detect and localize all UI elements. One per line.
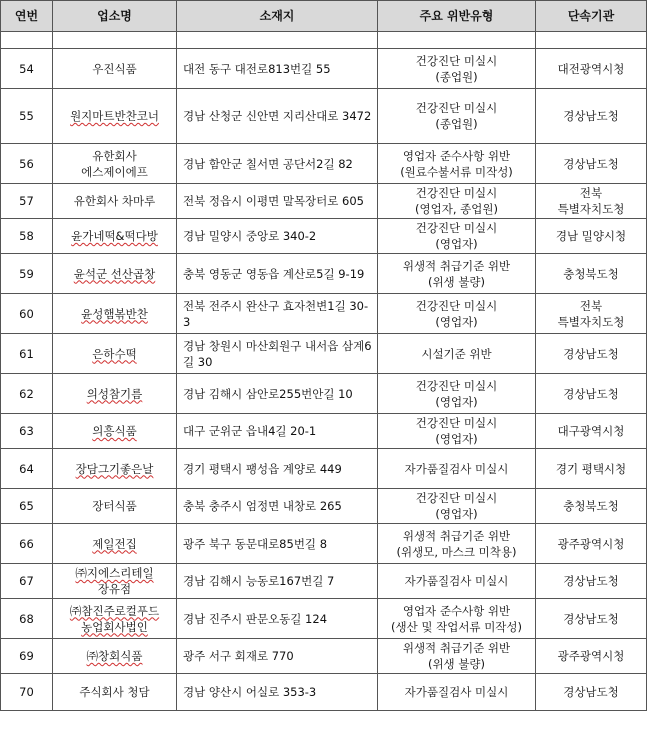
header-no: 연번: [1, 1, 53, 32]
agency-line: 충청북도청: [563, 266, 619, 281]
address: 충북 충주시 엄정면 내창로 265: [177, 489, 378, 524]
violation-line: 영업자 준수사항 위반: [402, 603, 511, 618]
row-number: 60: [1, 294, 53, 334]
address: 경남 김해시 능동로167번길 7: [177, 564, 378, 599]
violation-line: 건강진단 미실시: [415, 491, 498, 505]
table-row: [1, 294, 647, 334]
business-name-line: 장담그기좋은날: [75, 461, 154, 476]
enforcement-agency: [536, 334, 647, 374]
enforcement-agency: [536, 294, 647, 334]
violation-line: (종업원): [435, 117, 478, 131]
table-row: [1, 564, 647, 599]
table-row: [1, 414, 647, 449]
business-name: [53, 639, 177, 674]
row-number: 55: [1, 89, 53, 144]
business-name-line: 우진식품: [92, 61, 137, 76]
business-name-line: 은하수떡: [92, 346, 137, 361]
business-name: [53, 599, 177, 639]
violation-line: (영업자, 종업원): [415, 202, 498, 216]
enforcement-agency: [536, 219, 647, 254]
violation-type: [378, 219, 536, 254]
table-row: [1, 254, 647, 294]
business-name: [53, 219, 177, 254]
business-name-line: 장터식품: [92, 499, 137, 513]
violation-line: (영업자): [435, 314, 478, 329]
agency-line: 충청북도청: [563, 499, 619, 513]
violation-type: [378, 449, 536, 489]
row-number: 59: [1, 254, 53, 294]
violation-line: (위생모, 마스크 미착용): [396, 544, 517, 559]
table-row: [1, 219, 647, 254]
table-row: [1, 334, 647, 374]
violation-line: (종업원): [435, 69, 478, 84]
table-row: [1, 184, 647, 219]
business-name-line: 윤성햄볶반찬: [81, 306, 148, 321]
business-name-line: 에스제이에프: [81, 164, 148, 179]
violation-type: [378, 414, 536, 449]
enforcement-agency: [536, 599, 647, 639]
business-name: [53, 414, 177, 449]
agency-line: 경상남도청: [563, 574, 619, 588]
table-row: [1, 89, 647, 144]
business-name: [53, 564, 177, 599]
enforcement-agency: [536, 524, 647, 564]
agency-line: 경상남도청: [563, 685, 619, 699]
agency-line: 광주광역시청: [557, 536, 625, 551]
business-name: [53, 449, 177, 489]
business-name-line: 유한회사 차마루: [73, 194, 156, 208]
business-name-line: ㈜참진주로컬푸드: [69, 603, 160, 618]
table-row: [1, 599, 647, 639]
business-name: [53, 144, 177, 184]
violation-line: 위생적 취급기준 위반: [402, 641, 511, 655]
table-row: [1, 449, 647, 489]
enforcement-agency: [536, 184, 647, 219]
violation-type: [378, 144, 536, 184]
table-row: [1, 374, 647, 414]
header-row: [1, 1, 647, 32]
table-row: [1, 639, 647, 674]
violation-line: 건강진단 미실시: [415, 416, 498, 430]
agency-line: 경상남도청: [563, 109, 619, 123]
business-name: [53, 254, 177, 294]
violation-type: [378, 639, 536, 674]
violation-line: 위생적 취급기준 위반: [402, 528, 511, 543]
business-name: [53, 89, 177, 144]
violation-type: [378, 374, 536, 414]
enforcement-agency: [536, 89, 647, 144]
agency-line: 경상남도청: [563, 611, 619, 626]
business-name: [53, 294, 177, 334]
violation-line: 건강진단 미실시: [415, 101, 498, 115]
address: 경남 창원시 마산회원구 내서읍 삼계6길 30: [177, 334, 378, 374]
enforcement-agency: [536, 49, 647, 89]
violation-line: (영업자): [435, 432, 478, 446]
address: 충북 영동군 영동읍 계산로5길 9-19: [177, 254, 378, 294]
table-row: [1, 489, 647, 524]
violation-type: [378, 254, 536, 294]
row-number: 62: [1, 374, 53, 414]
violation-type: [378, 334, 536, 374]
violation-type: [378, 49, 536, 89]
enforcement-agency: [536, 254, 647, 294]
enforcement-agency: [536, 564, 647, 599]
violation-line: 건강진단 미실시: [415, 221, 498, 235]
agency-line: 전북: [579, 298, 603, 313]
address: 경기 평택시 팽성읍 계양로 449: [177, 449, 378, 489]
business-name: [53, 49, 177, 89]
address: 경남 함안군 칠서면 공단서2길 82: [177, 144, 378, 184]
violation-type: [378, 489, 536, 524]
business-name: [53, 489, 177, 524]
enforcement-agency: [536, 449, 647, 489]
row-number: 68: [1, 599, 53, 639]
business-name-line: 주식회사 청담: [79, 685, 150, 699]
address: 경남 양산시 어실로 353-3: [177, 674, 378, 711]
business-name-line: 장유점: [97, 582, 132, 596]
violation-line: (원료수불서류 미작성): [400, 164, 513, 179]
address: 전북 전주시 완산구 효자천변1길 30-3: [177, 294, 378, 334]
business-name: [53, 674, 177, 711]
violation-line: 시설기준 위반: [421, 346, 492, 361]
address: 대전 동구 대전로813번길 55: [177, 49, 378, 89]
header-violation-type: 주요 위반유형: [378, 1, 536, 32]
address: 광주 북구 동문대로85번길 8: [177, 524, 378, 564]
business-name-line: ㈜창회식품: [86, 649, 143, 663]
violation-line: 건강진단 미실시: [415, 53, 498, 68]
enforcement-agency: [536, 374, 647, 414]
business-name-line: 유한회사: [92, 148, 137, 163]
row-number: 63: [1, 414, 53, 449]
header-address: 소재지: [177, 1, 378, 32]
enforcement-agency: [536, 144, 647, 184]
business-name-line: 농업회사법인: [81, 619, 148, 634]
violation-line: 건강진단 미실시: [415, 298, 498, 313]
row-number: 69: [1, 639, 53, 674]
violation-line: (위생 불량): [427, 657, 486, 671]
violation-line: (생산 및 작업서류 미작성): [390, 619, 523, 634]
table-row: [1, 144, 647, 184]
business-name-line: 제일전집: [92, 536, 137, 551]
address: 광주 서구 회재로 770: [177, 639, 378, 674]
violation-type: [378, 564, 536, 599]
business-name-line: 원지마트반찬코너: [70, 109, 159, 123]
agency-line: 경남 밀양시청: [555, 229, 627, 243]
agency-line: 경기 평택시청: [555, 461, 627, 476]
business-name: [53, 184, 177, 219]
address: 경남 진주시 판문오동길 124: [177, 599, 378, 639]
address: 대구 군위군 읍내4길 20-1: [177, 414, 378, 449]
business-name-line: 의성참기름: [86, 386, 143, 401]
address: 전북 정읍시 이평면 말목장터로 605: [177, 184, 378, 219]
header-business-name: 업소명: [53, 1, 177, 32]
row-number: 70: [1, 674, 53, 711]
agency-line: 특별자치도청: [557, 314, 625, 329]
violation-line: (영업자): [435, 507, 478, 521]
business-name-line: 의흥식품: [92, 424, 137, 438]
row-number: 64: [1, 449, 53, 489]
violation-type: [378, 184, 536, 219]
row-number: 57: [1, 184, 53, 219]
business-name-line: 윤가네떡&떡다방: [71, 229, 158, 243]
agency-line: 대구광역시청: [557, 424, 625, 438]
row-number: 54: [1, 49, 53, 89]
violation-line: 자가품질검사 미실시: [404, 461, 509, 476]
agency-line: 경상남도청: [563, 156, 619, 171]
business-name: [53, 334, 177, 374]
row-number: 66: [1, 524, 53, 564]
row-number: 56: [1, 144, 53, 184]
violation-line: (위생 불량): [427, 274, 486, 289]
address: 경남 밀양시 중앙로 340-2: [177, 219, 378, 254]
enforcement-agency: [536, 639, 647, 674]
address: 경남 산청군 신안면 지리산대로 3472: [177, 89, 378, 144]
spacer-row: [1, 32, 647, 49]
violation-type: [378, 674, 536, 711]
violation-line: 영업자 준수사항 위반: [402, 148, 511, 163]
violation-line: 위생적 취급기준 위반: [402, 258, 511, 273]
row-number: 65: [1, 489, 53, 524]
header-agency: 단속기관: [536, 1, 647, 32]
row-number: 58: [1, 219, 53, 254]
row-number: 67: [1, 564, 53, 599]
violation-type: [378, 599, 536, 639]
business-name: [53, 374, 177, 414]
violation-type: [378, 89, 536, 144]
violation-type: [378, 524, 536, 564]
row-number: 61: [1, 334, 53, 374]
enforcement-agency: [536, 674, 647, 711]
agency-line: 광주광역시청: [557, 649, 625, 663]
enforcement-agency: [536, 489, 647, 524]
enforcement-agency: [536, 414, 647, 449]
table-row: [1, 674, 647, 711]
agency-line: 특별자치도청: [557, 202, 625, 216]
table-row: [1, 524, 647, 564]
agency-line: 전북: [579, 186, 603, 200]
violation-line: 건강진단 미실시: [415, 378, 498, 393]
violation-line: 자가품질검사 미실시: [404, 685, 509, 699]
violation-line: (영업자): [435, 237, 478, 251]
business-name-line: 윤석군 선산곱창: [73, 266, 156, 281]
violation-line: 건강진단 미실시: [415, 186, 498, 200]
agency-line: 대전광역시청: [557, 61, 625, 76]
table-row: [1, 49, 647, 89]
address: 경남 김해시 삼안로255번안길 10: [177, 374, 378, 414]
violation-line: (영업자): [435, 394, 478, 409]
agency-line: 경상남도청: [563, 386, 619, 401]
agency-line: 경상남도청: [563, 346, 619, 361]
business-name-line: ㈜지에스리테일: [75, 566, 154, 580]
violation-line: 자가품질검사 미실시: [404, 574, 509, 588]
violation-type: [378, 294, 536, 334]
business-name: [53, 524, 177, 564]
